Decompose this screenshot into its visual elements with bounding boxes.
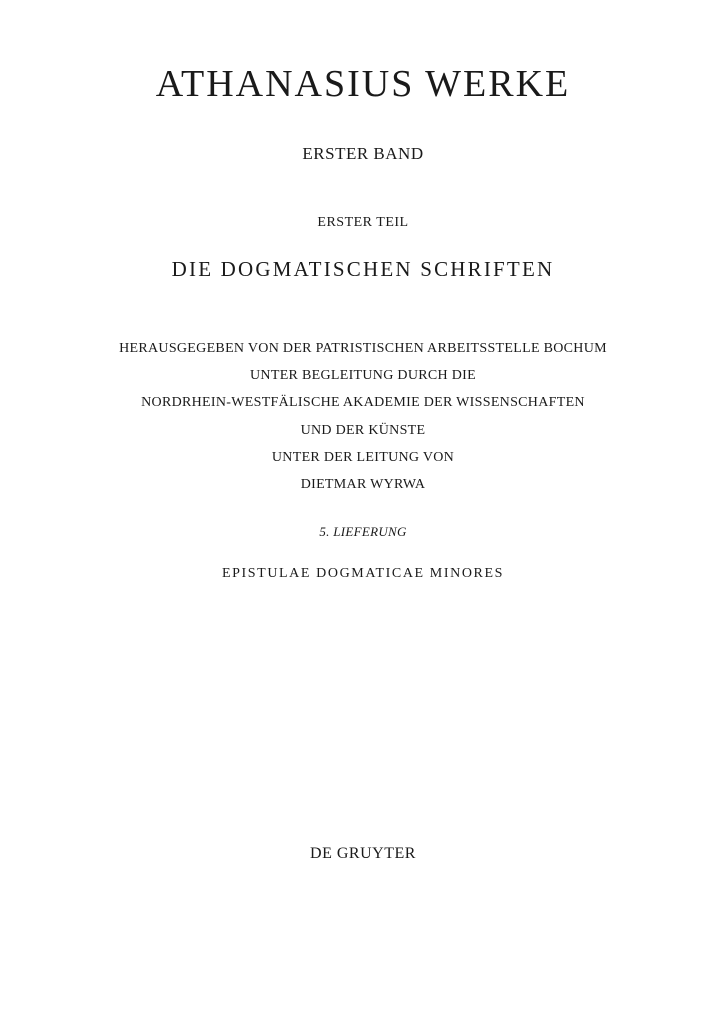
section-title: DIE DOGMATISCHEN SCHRIFTEN	[171, 257, 555, 281]
volume-label: ERSTER BAND	[302, 144, 424, 163]
work-title: ATHANASIUS WERKE	[155, 63, 571, 105]
volume-subtitle: EPISTULAE DOGMATICAE MINORES	[221, 566, 505, 581]
installment-label: 5. LIEFERUNG	[319, 524, 407, 539]
publisher-name: DE GRUYTER	[310, 845, 416, 862]
part-label: ERSTER TEIL	[317, 215, 409, 230]
editor-line: NORDRHEIN-WESTFÄLISCHE AKADEMIE DER WISSENSCHAFTEN	[141, 395, 585, 410]
editor-line: UND DER KÜNSTE	[300, 423, 426, 438]
editor-name: DIETMAR WYRWA	[300, 477, 426, 492]
editor-line: UNTER DER LEITUNG VON	[271, 450, 455, 465]
editor-line: HERAUSGEGEBEN VON DER PATRISTISCHEN ARBEITSSTELLE BOCHUM	[119, 341, 607, 356]
editor-line: UNTER BEGLEITUNG DURCH DIE	[250, 368, 476, 383]
